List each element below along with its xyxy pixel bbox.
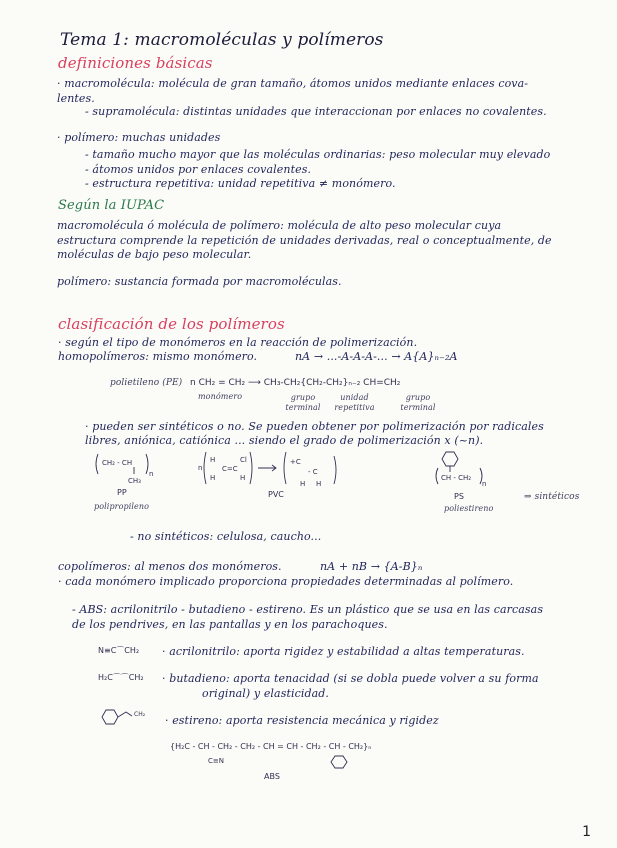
heading-definiciones: definiciones básicas [58,54,213,72]
text-line: · según el tipo de monómeros en la reacción de polimerización. [58,336,418,349]
text-line: · butadieno: aporta tenacidad (si se dobla puede volver a su forma [162,672,539,685]
pe-equation: n CH₂ = CH₂ ⟶ CH₃-CH₂{CH₂-CH₂}ₙ₋₂ CH=CH₂ [190,378,401,388]
svg-text:H: H [210,474,216,482]
svg-text:CH₂: CH₂ [134,711,146,718]
svg-text:n: n [198,464,203,472]
heading-iupac: Según la IUPAC [58,198,165,213]
svg-text:n: n [149,470,154,478]
equation: nA → ...-A-A-A-... → A{A}ₙ₋₂A [295,350,458,363]
svg-text:H: H [240,474,246,482]
label-unidad-repetitiva: unidad repetitiva [334,393,375,412]
equation: nA + nB → {A-B}ₙ [320,560,423,573]
svg-text:H: H [300,480,306,488]
text-line: · cada monómero implicado proporciona propiedades determinadas al polímero. [58,575,514,588]
text-line: estructura comprende la repetición de unidades derivadas, real o conceptualmente, de [57,234,552,247]
text-line: original) y elasticidad. [202,687,330,700]
svg-text:CH₃: CH₃ [128,477,141,485]
abs-formula: {H₂C - CH - CH₂ - CH₂ - CH = CH - CH₂ - CH - CH₂}ₙ [170,742,372,751]
heading-clasificacion: clasificación de los polímeros [58,315,285,333]
svg-text:CH - CH₂: CH - CH₂ [441,474,472,482]
svg-text:C=C: C=C [222,465,238,473]
abs-sub-formula: C≡N [208,757,224,765]
text-line: macromolécula ó molécula de polímero: molécula de alto peso molecular cuya [57,219,502,232]
label-monomero: monómero [198,392,243,401]
ps-structure-icon [436,450,506,490]
pvc-structure-icon [196,448,346,494]
text-line: homopolímeros: mismo monómero. [58,350,258,363]
butadieno-formula: H₂C⌒⌒CH₂ [98,673,144,682]
pp-label: PP [117,488,127,497]
text-line: - átomos unidos por enlaces covalentes. [85,163,312,176]
text-line: de los pendrives, en las pantallas y en los parachoques. [72,618,388,631]
svg-text:H: H [316,480,322,488]
ps-name: poliestireno [444,504,494,513]
abs-label: ABS [264,772,280,781]
text-line: · pueden ser sintéticos o no. Se pueden obtener por polimerización por radicales [85,420,544,433]
pvc-label: PVC [268,490,284,499]
pp-name: polipropileno [94,502,150,511]
estireno-structure-icon [100,706,160,730]
text-line: - no sintéticos: celulosa, caucho... [130,530,322,543]
text-line: - ABS: acrilonitrilo - butadieno - estireno. Es un plástico que se usa en las carcasas [72,603,544,616]
text-line: - estructura repetitiva: unidad repetitiva ≠ monómero. [85,177,396,190]
text-line: - tamaño mucho mayor que las moléculas ordinarias: peso molecular muy elevado [85,148,551,161]
pp-structure-icon [96,452,156,488]
ps-label: PS [454,492,464,501]
svg-text:Cl: Cl [240,456,247,464]
svg-text:n: n [482,480,487,488]
abs-benzene-icon [330,754,350,772]
acrilonitrilo-formula: N≡C⌒CH₂ [98,646,140,655]
text-line: copolímeros: al menos dos monómeros. [58,560,282,573]
text-line: - supramolécula: distintas unidades que interaccionan por enlaces no covalentes. [85,105,547,118]
svg-text:CH₂ - CH: CH₂ - CH [102,459,133,467]
text-line: · macromolécula: molécula de gran tamaño, átomos unidos mediante enlaces cova- [57,77,529,90]
text-line: lentes. [57,92,95,105]
sinteticos-label: ⇒ sintéticos [524,492,580,502]
pe-label: polietileno (PE) [110,378,183,388]
text-line: · acrilonitrilo: aporta rigidez y estabilidad a altas temperaturas. [162,645,525,658]
page-number: 1 [582,824,591,840]
svg-text:- C: - C [308,468,318,476]
text-line: polímero: sustancia formada por macromoléculas. [57,275,342,288]
label-grupo-terminal-2: grupo terminal [400,393,436,412]
text-line: · polímero: muchas unidades [57,131,221,144]
svg-text:H: H [210,456,216,464]
text-line: · estireno: aporta resistencia mecánica y rigidez [165,714,439,727]
text-line: libres, aniónica, catiónica ... siendo el grado de polimerización x (~n). [85,434,484,447]
svg-text:+C: +C [290,458,301,466]
text-line: moléculas de bajo peso molecular. [57,248,252,261]
page-title: Tema 1: macromoléculas y polímeros [60,30,384,50]
label-grupo-terminal-1: grupo terminal [285,393,321,412]
